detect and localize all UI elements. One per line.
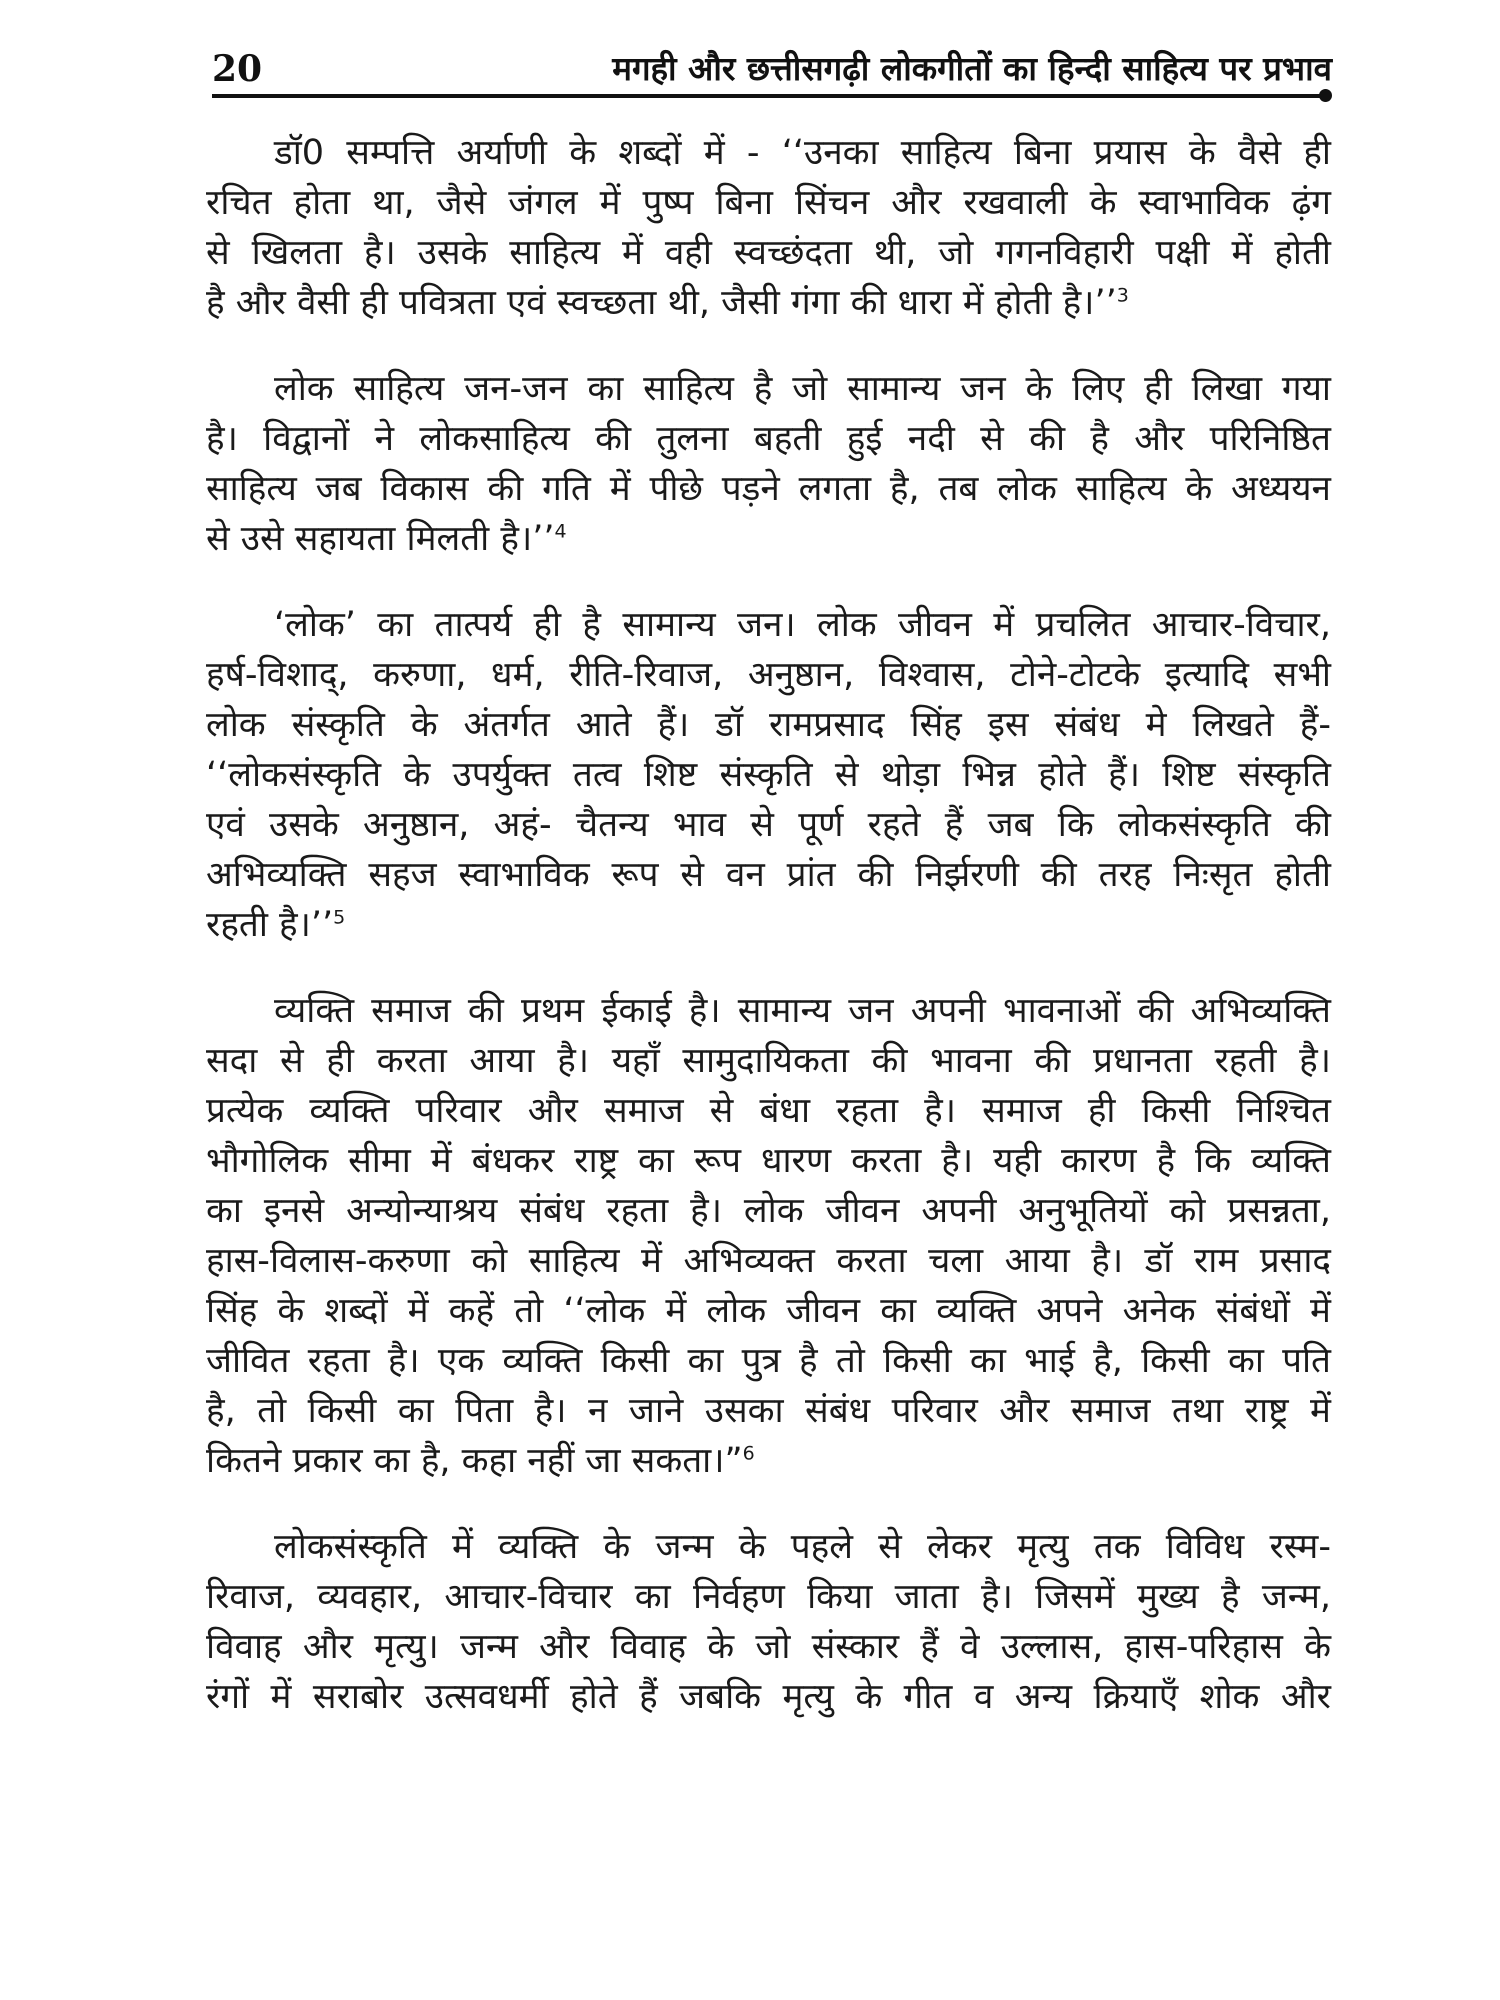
text-line: ‘लोक’ का तात्पर्य ही है सामान्य जन। लोक जीवन में प्रचलित आचार-विचार,	[274, 605, 1331, 645]
header-rule	[212, 94, 1322, 98]
text-line: विवाह और मृत्यु। जन्म और विवाह के जो संस्कार हैं वे उल्लास, हास-परिहास के	[206, 1627, 1331, 1667]
text-line: जीवित रहता है। एक व्यक्ति किसी का पुत्र है तो किसी का भाई है, किसी का पति	[206, 1341, 1331, 1381]
paragraph	[206, 600, 1331, 950]
text-line: प्रत्येक व्यक्ति परिवार और समाज से बंधा रहता है। समाज ही किसी निश्चित	[206, 1091, 1331, 1131]
text-line: का इनसे अन्योन्याश्रय संबंध रहता है। लोक जीवन अपनी अनुभूतियों को प्रसन्नता,	[206, 1191, 1331, 1231]
text-line-content: रहती है।’’	[206, 905, 334, 945]
text-line: लोक संस्कृति के अंतर्गत आते हैं। डॉ रामप्रसाद सिंह इस संबंध मे लिखते हैं-	[206, 705, 1331, 745]
running-title: मगही और छत्तीसगढ़ी लोकगीतों का हिन्दी साहित्य पर प्रभाव	[612, 49, 1332, 88]
footnote-marker: 5	[333, 906, 346, 929]
text-line: एवं उसके अनुष्ठान, अहं- चैतन्य भाव से पूर्ण रहते हैं जब कि लोकसंस्कृति की	[206, 805, 1331, 845]
paragraph	[206, 364, 1331, 564]
footnote-marker: 6	[742, 1442, 755, 1465]
text-line: लोक साहित्य जन-जन का साहित्य है जो सामान्य जन के लिए ही लिखा गया	[274, 369, 1331, 409]
text-line: सिंह के शब्दों में कहें तो ‘‘लोक में लोक जीवन का व्यक्ति अपने अनेक संबंधों में	[206, 1291, 1331, 1331]
text-line: हास-विलास-करुणा को साहित्य में अभिव्यक्त करता चला आया है। डॉ राम प्रसाद	[206, 1241, 1331, 1281]
page-number: 20	[212, 48, 263, 90]
paragraph	[206, 128, 1331, 328]
text-line: रिवाज, व्यवहार, आचार-विचार का निर्वहण किया जाता है। जिसमें मुख्य है जन्म,	[206, 1577, 1331, 1617]
text-line	[206, 514, 1331, 564]
footnote-marker: 3	[1116, 284, 1129, 307]
text-line: साहित्य जब विकास की गति में पीछे पड़ने लगता है, तब लोक साहित्य के अध्ययन	[206, 469, 1331, 509]
text-line: भौगोलिक सीमा में बंधकर राष्ट्र का रूप धारण करता है। यही कारण है कि व्यक्ति	[206, 1141, 1331, 1181]
text-line: डॉ0 सम्पत्ति अर्याणी के शब्दों में - ‘‘उनका साहित्य बिना प्रयास के वैसे ही	[274, 133, 1331, 173]
text-line	[206, 1436, 1331, 1486]
footnote-marker: 4	[554, 520, 567, 543]
paragraph	[206, 1522, 1331, 1722]
text-line: से खिलता है। उसके साहित्य में वही स्वच्छंदता थी, जो गगनविहारी पक्षी में होती	[206, 233, 1331, 273]
text-line-content: है और वैसी ही पवित्रता एवं स्वच्छता थी, जैसी गंगा की धारा में होती है।’’	[206, 283, 1117, 323]
text-line: है। विद्वानों ने लोकसाहित्य की तुलना बहती हुई नदी से की है और परिनिष्ठित	[206, 419, 1331, 459]
body-text	[206, 128, 1331, 1758]
text-line-content: से उसे सहायता मिलती है।’’	[206, 519, 555, 559]
text-line: सदा से ही करता आया है। यहाँ सामुदायिकता की भावना की प्रधानता रहती है।	[206, 1041, 1331, 1081]
text-line: अभिव्यक्ति सहज स्वाभाविक रूप से वन प्रांत की निर्झरणी की तरह निःसृत होती	[206, 855, 1331, 895]
header-rule-end-dot	[1319, 89, 1332, 102]
text-line-content: कितने प्रकार का है, कहा नहीं जा सकता।”	[206, 1441, 743, 1481]
text-line	[206, 278, 1331, 328]
text-line	[206, 900, 1331, 950]
text-line: रंगों में सराबोर उत्सवधर्मी होते हैं जबकि मृत्यु के गीत व अन्य क्रियाएँ शोक और	[206, 1677, 1331, 1717]
text-line: रचित होता था, जैसे जंगल में पुष्प बिना सिंचन और रखवाली के स्वाभाविक ढ़ंग	[206, 183, 1331, 223]
text-line: लोकसंस्कृति में व्यक्ति के जन्म के पहले से लेकर मृत्यु तक विविध रस्म-	[274, 1527, 1331, 1567]
text-line: हर्ष-विशाद्, करुणा, धर्म, रीति-रिवाज, अनुष्ठान, विश्वास, टोने-टोटके इत्यादि सभी	[206, 655, 1331, 695]
text-line: ‘‘लोकसंस्कृति के उपर्युक्त तत्व शिष्ट संस्कृति से थोड़ा भिन्न होते हैं। शिष्ट संस्कृति	[206, 755, 1331, 795]
text-line: है, तो किसी का पिता है। न जाने उसका संबंध परिवार और समाज तथा राष्ट्र में	[206, 1391, 1331, 1431]
text-line: व्यक्ति समाज की प्रथम ईकाई है। सामान्य जन अपनी भावनाओं की अभिव्यक्ति	[274, 991, 1331, 1031]
page-header	[212, 38, 1332, 108]
paragraph	[206, 986, 1331, 1486]
